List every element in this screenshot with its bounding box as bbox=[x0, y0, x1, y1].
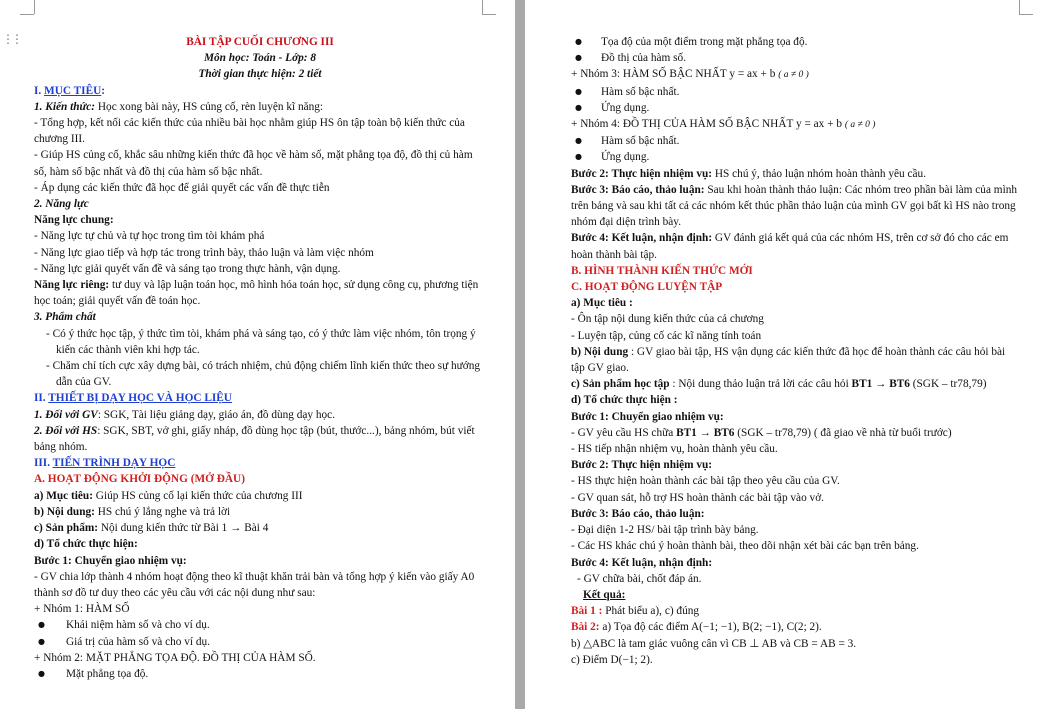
document-page-right bbox=[525, 0, 1049, 709]
page-content bbox=[34, 34, 486, 682]
practice-step4-a: - GV chữa bài, chốt đáp án. bbox=[577, 572, 702, 585]
bai1-line bbox=[571, 603, 1021, 619]
teacher-resources bbox=[34, 407, 486, 423]
group1-heading: + Nhóm 1: HÀM SỐ bbox=[34, 603, 130, 616]
bai1-text: Phát biểu a), c) đúng bbox=[602, 605, 700, 618]
step2-line bbox=[571, 166, 1021, 182]
subject-line: Môn học: Toán - Lớp: 8 bbox=[203, 52, 317, 65]
group4-bullet-1: ● Hàm số bậc nhất. bbox=[571, 133, 1021, 149]
activity-a-product bbox=[34, 520, 486, 536]
heading-text: THIẾT BỊ DẠY HỌC VÀ HỌC LIỆU bbox=[48, 392, 232, 405]
group2-bullet-2: ● Tọa độ của một điểm trong mặt phẳng tọa độ. bbox=[571, 34, 1021, 50]
goal-text: Giúp HS củng cố lại kiến thức của chương III bbox=[92, 489, 303, 502]
bt1-ref: BT1 bbox=[676, 426, 697, 439]
group3-bullet-1: ● Hàm số bậc nhất. bbox=[571, 84, 1021, 100]
practice-step3-label: Bước 3: Báo cáo, thảo luận: bbox=[571, 507, 705, 520]
practice-step3-a: - Đại diện 1-2 HS/ bài tập trình bày bảng. bbox=[571, 524, 759, 537]
teacher-label: 1. Đối với GV bbox=[34, 408, 98, 421]
practice-step1-label: Bước 1: Chuyển giao nhiệm vụ: bbox=[571, 410, 724, 423]
general-ability-2: - Năng lực giao tiếp và hợp tác trong trình bày, thảo luận và làm việc nhóm bbox=[34, 246, 374, 259]
step1-text: - GV chia lớp thành 4 nhóm hoạt động theo kĩ thuật khăn trải bàn và tổng hợp ý kiến vào giấy A0 thành sơ đồ tư duy theo các yêu cầu với các nội dung như sau: bbox=[34, 570, 475, 599]
practice-step1-a bbox=[571, 425, 1021, 441]
activity-a-content bbox=[34, 504, 486, 520]
knowledge-item-3: - Áp dụng các kiến thức đã học để giải quyết các vấn đề thực tiễn bbox=[34, 181, 330, 194]
step2-text: HS chú ý, thảo luận nhóm hoàn thành yêu cầu. bbox=[712, 167, 927, 180]
bt6-ref: BT6 bbox=[713, 426, 735, 439]
step4-label: Bước 4: Kết luận, nhận định: bbox=[571, 232, 713, 245]
group4-bullet-2: ● Ứng dụng. bbox=[571, 149, 1021, 165]
practice-product bbox=[571, 376, 1021, 392]
bai2-text: a) Tọa độ các điểm A(−1; −1), B(2; −1), C(2; 2). bbox=[599, 621, 822, 634]
student-text: : SGK, SBT, vở ghi, giấy nháp, đồ dùng học tập (bút, thước...), bảng nhóm, bút viết bảng nhóm. bbox=[34, 424, 475, 454]
content-text: HS chú ý lắng nghe và trả lời bbox=[94, 505, 231, 518]
ability-heading: 2. Năng lực bbox=[34, 198, 89, 211]
product-source: (SGK – tr78,79) bbox=[909, 378, 987, 391]
heading-prefix: III. bbox=[34, 457, 53, 470]
knowledge-label: 1. Kiến thức: bbox=[34, 100, 96, 113]
arrow-icon: → bbox=[872, 378, 890, 391]
bai1-label: Bài 1 : bbox=[571, 605, 603, 618]
bt1-ref: BT1 bbox=[851, 378, 873, 391]
general-ability-3: - Năng lực giải quyết vấn đề và sáng tạo trong thực hành, vận dụng. bbox=[34, 262, 341, 275]
content-label: b) Nội dung: bbox=[34, 505, 95, 518]
step3-line bbox=[571, 182, 1021, 231]
practice-content bbox=[571, 344, 1021, 376]
product-label: c) Sản phẩm: bbox=[34, 522, 99, 535]
practice-step2-a: - HS thực hiện hoàn thành các bài tập theo yêu cầu của GV. bbox=[571, 475, 840, 488]
step1-source: (SGK – tr78,79) ( đã giao về nhà từ buổi trước) bbox=[734, 426, 952, 439]
document-title: BÀI TẬP CUỐI CHƯƠNG III bbox=[186, 36, 334, 48]
student-resources bbox=[34, 423, 486, 455]
activity-b-heading: B. HÌNH THÀNH KIẾN THỨC MỚI bbox=[571, 264, 753, 277]
group2-bullet-1: ● Mặt phẳng tọa độ. bbox=[34, 666, 486, 682]
group4-heading bbox=[571, 116, 1021, 133]
results-label: Kết quả: bbox=[583, 588, 626, 601]
group3-bullet-2: ● Ứng dụng. bbox=[571, 100, 1021, 116]
step1-label: Bước 1: Chuyển giao nhiệm vụ: bbox=[34, 554, 187, 567]
step4-line bbox=[571, 230, 1021, 262]
group4-condition: ( a ≠ 0 ) bbox=[844, 120, 876, 131]
content-text: : GV giao bài tập, HS vận dụng các kiến thức đã học để hoàn thành các câu hỏi bài tập GV giao. bbox=[571, 345, 1006, 375]
step1-text: - GV yêu cầu HS chữa bbox=[571, 426, 677, 439]
product-text: : Nội dung thảo luận trả lời các câu hỏi bbox=[669, 378, 852, 391]
step4-text: GV đánh giá kết quả của các nhóm HS, trên cơ sở đó cho các em hoàn thành bài tập. bbox=[571, 232, 1009, 261]
quality-heading: 3. Phẩm chất bbox=[34, 311, 96, 324]
knowledge-item-1: - Tổng hợp, kết nối các kiến thức của nhiều bài học nhằm giúp HS ôn tập toàn bộ kiến thức của chương III. bbox=[34, 117, 465, 146]
practice-step4-label: Bước 4: Kết luận, nhận định: bbox=[571, 556, 713, 569]
specific-ability bbox=[34, 277, 486, 309]
heading-prefix: I. bbox=[34, 84, 45, 97]
heading-text: MỤC TIÊU bbox=[44, 84, 102, 97]
quality-item-1: - Có ý thức học tập, ý thức tìm tòi, khám phá và sáng tạo, có ý thức làm việc nhóm, tôn trọng ý kiến các thành viên khi hợp tác. bbox=[46, 327, 476, 356]
practice-step2-label: Bước 2: Thực hiện nhiệm vụ: bbox=[571, 459, 713, 472]
activity-a-org-label: d) Tổ chức thực hiện: bbox=[34, 538, 138, 551]
practice-org-label: d) Tổ chức thực hiện : bbox=[571, 394, 678, 407]
group1-bullet-1: ● Khái niệm hàm số và cho ví dụ. bbox=[34, 617, 486, 633]
goal-label: a) Mục tiêu: bbox=[34, 489, 93, 502]
group1-bullet-2: ● Giá trị của hàm số và cho ví dụ. bbox=[34, 634, 486, 650]
duration-line: Thời gian thực hiện: 2 tiết bbox=[198, 68, 322, 81]
group4-text: + Nhóm 4: ĐỒ THỊ CỦA HÀM SỐ BẬC NHẤT y = ax + b bbox=[571, 118, 845, 131]
student-label: 2. Đối với HS bbox=[34, 424, 98, 437]
bai2-c: c) Điểm D(−1; 2). bbox=[571, 653, 653, 666]
product-label: c) Sản phẩm học tập bbox=[571, 378, 670, 391]
bai2-b: b) △ABC là tam giác vuông cân vì CB ⊥ AB và CB = AB = 3. bbox=[571, 637, 857, 650]
quality-item-2: - Chăm chỉ tích cực xây dựng bài, có trách nhiệm, chủ động chiếm lĩnh kiến thức theo sự hướng dẫn của GV. bbox=[46, 360, 481, 389]
drag-handle-icon[interactable]: ⋮⋮ bbox=[2, 32, 20, 46]
heading-suffix: : bbox=[101, 84, 106, 97]
activity-a-heading: A. HOẠT ĐỘNG KHỞI ĐỘNG (MỞ ĐẦU) bbox=[34, 473, 245, 486]
activity-a-goal bbox=[34, 488, 486, 504]
section-heading-equipment bbox=[34, 390, 486, 406]
bai2-label: Bài 2: bbox=[571, 621, 600, 634]
step3-text: Sau khi hoàn thành thảo luận: Các nhóm treo phần bài làm của mình trên bảng và sau khi tất cả các nhóm kết thúc phần thảo luận của mình GV gọi bất kì HS nào trong nhóm đại diện trình bày. bbox=[571, 183, 1018, 229]
heading-prefix: II. bbox=[34, 392, 49, 405]
document-page-left bbox=[0, 0, 515, 709]
knowledge-text: Học xong bài này, HS củng cố, rèn luyện kĩ năng: bbox=[95, 100, 324, 113]
group2-bullet-3: ● Đồ thị của hàm số. bbox=[571, 50, 1021, 66]
arrow-icon: → bbox=[696, 426, 714, 439]
section-heading-process bbox=[34, 455, 486, 471]
specific-text: tư duy và lập luận toán học, mô hình hóa toán học, sử dụng công cụ, phương tiện học toán; giải quyết vấn đề toán học. bbox=[34, 279, 479, 308]
teacher-text: : SGK, Tài liệu giảng dạy, giáo án, đồ dùng dạy học. bbox=[97, 408, 336, 421]
step3-label: Bước 3: Báo cáo, thảo luận: bbox=[571, 183, 705, 196]
step2-label: Bước 2: Thực hiện nhiệm vụ: bbox=[571, 167, 713, 180]
group3-condition: ( a ≠ 0 ) bbox=[778, 70, 809, 81]
content-label: b) Nội dung bbox=[571, 345, 629, 358]
practice-step1-b: - HS tiếp nhận nhiệm vụ, hoàn thành yêu cầu. bbox=[571, 443, 778, 456]
practice-goal-label: a) Mục tiêu : bbox=[571, 297, 633, 310]
general-ability-label: Năng lực chung: bbox=[34, 214, 114, 227]
specific-label: Năng lực riêng: bbox=[34, 279, 110, 292]
section-heading-objectives bbox=[34, 83, 486, 99]
bt6-ref: BT6 bbox=[889, 378, 910, 391]
practice-goal-1: - Ôn tập nội dung kiến thức của cả chương bbox=[571, 313, 764, 326]
product-text: Nội dung kiến thức từ Bài 1 → Bài 4 bbox=[98, 522, 269, 535]
group3-text: + Nhóm 3: HÀM SỐ BẬC NHẤT y = ax + b bbox=[571, 68, 779, 81]
practice-goal-2: - Luyện tập, củng cố các kĩ năng tính toán bbox=[571, 329, 762, 342]
bai2-line bbox=[571, 619, 1021, 635]
activity-c-heading: C. HOẠT ĐỘNG LUYỆN TẬP bbox=[571, 281, 723, 294]
heading-text: TIẾN TRÌNH DẠY HỌC bbox=[52, 457, 176, 470]
general-ability-1: - Năng lực tự chủ và tự học trong tìm tòi khám phá bbox=[34, 230, 265, 243]
knowledge-item-2: - Giúp HS củng cố, khắc sâu những kiến thức đã học về hàm số, mặt phẳng tọa độ, đồ thị củ hàm số, hàm số bậc nhất và đồ thị của hàm số bậc nhất. bbox=[34, 149, 473, 178]
practice-step2-b: - GV quan sát, hỗ trợ HS hoàn thành các bài tập vào vở. bbox=[571, 491, 824, 504]
group3-heading bbox=[571, 66, 1021, 83]
practice-step3-b: - Các HS khác chú ý hoàn thành bài, theo dõi nhận xét bài các bạn trên bảng. bbox=[571, 540, 919, 553]
page-content bbox=[571, 34, 1021, 668]
knowledge-line bbox=[34, 99, 486, 115]
group2-heading: + Nhóm 2: MẶT PHẲNG TỌA ĐỘ. ĐỒ THỊ CỦA HÀM SỐ. bbox=[34, 651, 316, 664]
